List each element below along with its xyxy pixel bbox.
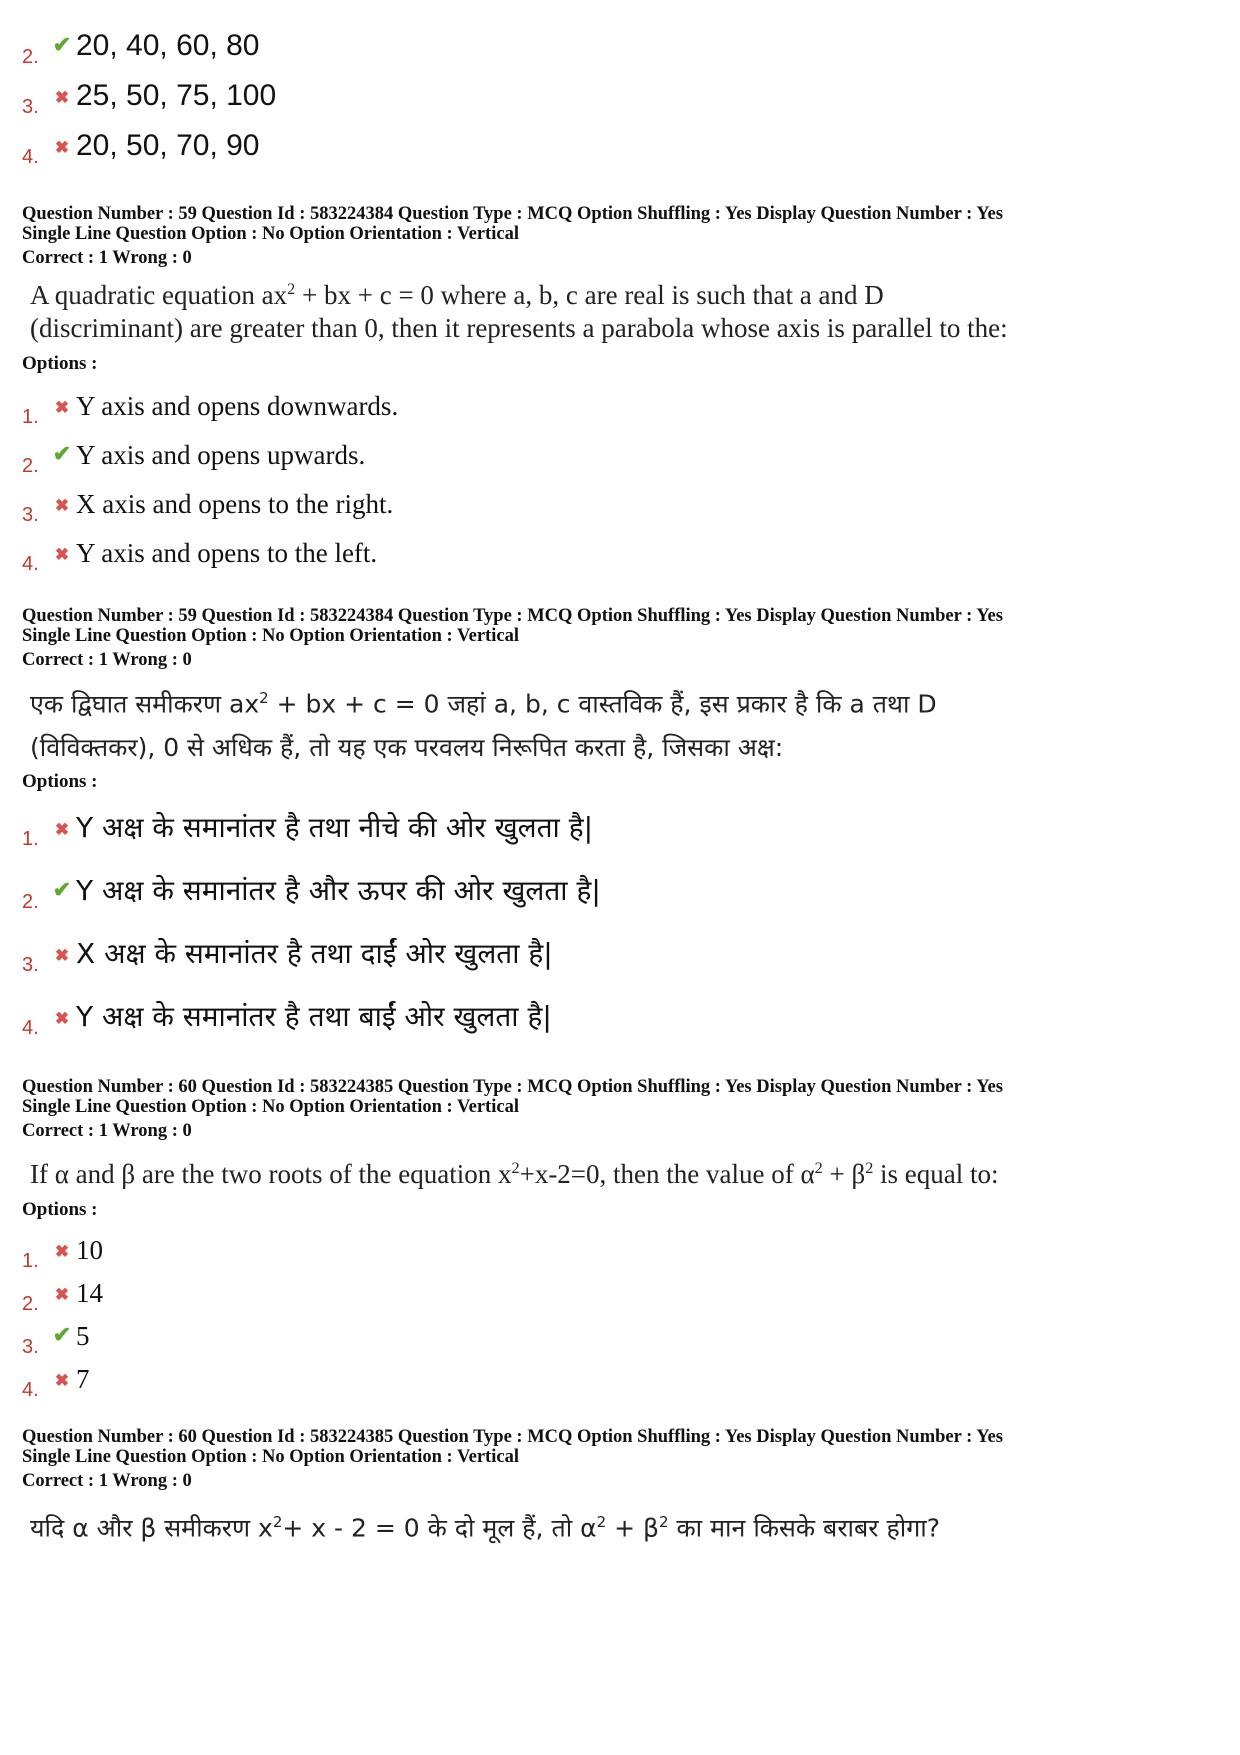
option-text: 14 bbox=[76, 1278, 103, 1308]
option-row bbox=[22, 118, 260, 168]
options-label: Options : bbox=[22, 1199, 98, 1220]
question-text: यदि α और β समीकरण $x^2+ x - 2 = 0$ के दो मूल हैं, तो $\alpha^2 + \beta^2$ का मान किसके बराबर होगा? bbox=[30, 1513, 941, 1543]
check-icon: ✔ bbox=[52, 877, 72, 902]
option-row bbox=[22, 989, 552, 1039]
option-row bbox=[22, 926, 553, 976]
option-text: X अक्ष के समानांतर है तथा दाईं ओर खुलता है| bbox=[76, 937, 553, 970]
option-number: 3. bbox=[22, 96, 39, 118]
option-row bbox=[22, 800, 594, 850]
question-meta-line: Question Number : 59 Question Id : 583224384 Question Type : MCQ Option Shuffling : Yes Display Question Number : Yes bbox=[22, 204, 1003, 224]
option-row bbox=[22, 378, 399, 428]
question-meta bbox=[22, 1427, 1003, 1467]
question-meta-line: Single Line Question Option : No Option Orientation : Vertical bbox=[22, 224, 519, 244]
option-text: Y axis and opens to the left. bbox=[76, 538, 378, 568]
options-label: Options : bbox=[22, 353, 98, 374]
option-number: 4. bbox=[22, 1379, 39, 1401]
option-text: Y axis and opens downwards. bbox=[76, 391, 399, 421]
option-text: 20, 40, 60, 80 bbox=[76, 29, 260, 62]
option-number: 3. bbox=[22, 504, 39, 526]
option-row bbox=[22, 1222, 103, 1272]
option-number: 1. bbox=[22, 406, 39, 428]
check-icon: ✔ bbox=[52, 441, 72, 466]
option-number: 4. bbox=[22, 146, 39, 168]
cross-icon: ✖ bbox=[54, 398, 70, 417]
cross-icon: ✖ bbox=[54, 1371, 70, 1390]
option-text: Y अक्ष के समानांतर है तथा नीचे की ओर खुलता है| bbox=[76, 811, 594, 844]
option-text: Y अक्ष के समानांतर है और ऊपर की ओर खुलता है| bbox=[76, 874, 601, 907]
option-number: 2. bbox=[22, 891, 39, 913]
correct-wrong-line: Correct : 1 Wrong : 0 bbox=[22, 1471, 192, 1491]
question-meta-line: Single Line Question Option : No Option Orientation : Vertical bbox=[22, 1447, 519, 1467]
question-meta-line: Single Line Question Option : No Option Orientation : Vertical bbox=[22, 626, 519, 646]
option-number: 3. bbox=[22, 1336, 39, 1358]
option-number: 4. bbox=[22, 1017, 39, 1039]
question-meta-line: Single Line Question Option : No Option Orientation : Vertical bbox=[22, 1097, 519, 1117]
cross-icon: ✖ bbox=[54, 1009, 70, 1028]
option-row bbox=[22, 525, 378, 575]
option-text: 20, 50, 70, 90 bbox=[76, 129, 260, 162]
option-text: 10 bbox=[76, 1235, 103, 1265]
question-text: If α and β are the two roots of the equation $x^2+x-2=0$, then the value of $\alpha^2 + \beta^2$ is equal to: bbox=[30, 1159, 999, 1189]
cross-icon: ✖ bbox=[54, 1242, 70, 1261]
option-number: 2. bbox=[22, 455, 39, 477]
cross-icon: ✖ bbox=[54, 820, 70, 839]
option-row bbox=[22, 476, 394, 526]
option-number: 2. bbox=[22, 46, 39, 68]
option-number: 1. bbox=[22, 1250, 39, 1272]
correct-wrong-line: Correct : 1 Wrong : 0 bbox=[22, 1121, 192, 1141]
option-text: 25, 50, 75, 100 bbox=[76, 79, 277, 112]
option-number: 1. bbox=[22, 828, 39, 850]
options-label: Options : bbox=[22, 771, 98, 792]
cross-icon: ✖ bbox=[54, 545, 70, 564]
cross-icon: ✖ bbox=[54, 1285, 70, 1304]
option-number: 4. bbox=[22, 553, 39, 575]
option-text: 7 bbox=[76, 1364, 90, 1394]
question-meta bbox=[22, 1077, 1003, 1117]
option-text: Y axis and opens upwards. bbox=[76, 440, 366, 470]
option-row bbox=[22, 1351, 90, 1401]
correct-wrong-line: Correct : 1 Wrong : 0 bbox=[22, 248, 192, 268]
option-text: Y अक्ष के समानांतर है तथा बाईं ओर खुलता है| bbox=[76, 1000, 552, 1033]
correct-wrong-line: Correct : 1 Wrong : 0 bbox=[22, 650, 192, 670]
option-row bbox=[22, 18, 260, 68]
option-row bbox=[22, 68, 277, 118]
check-icon: ✔ bbox=[52, 32, 72, 57]
cross-icon: ✖ bbox=[54, 496, 70, 515]
option-row bbox=[22, 427, 366, 477]
cross-icon: ✖ bbox=[54, 138, 70, 157]
option-row bbox=[22, 1265, 103, 1315]
question-text: A quadratic equation $ax^2$ + bx + c = 0 where a, b, c are real is such that a and D (discriminant) are greater than 0, then it represents a parabola whose axis is parallel to the: bbox=[30, 280, 1008, 343]
option-row bbox=[22, 863, 601, 913]
option-text: 5 bbox=[76, 1321, 90, 1351]
cross-icon: ✖ bbox=[54, 946, 70, 965]
check-icon: ✔ bbox=[52, 1322, 72, 1347]
option-number: 3. bbox=[22, 954, 39, 976]
question-meta-line: Question Number : 59 Question Id : 583224384 Question Type : MCQ Option Shuffling : Yes Display Question Number : Yes bbox=[22, 606, 1003, 626]
option-text: X axis and opens to the right. bbox=[76, 489, 394, 519]
cross-icon: ✖ bbox=[54, 88, 70, 107]
question-meta-line: Question Number : 60 Question Id : 583224385 Question Type : MCQ Option Shuffling : Yes Display Question Number : Yes bbox=[22, 1427, 1003, 1447]
question-meta bbox=[22, 204, 1003, 244]
option-row bbox=[22, 1308, 90, 1358]
option-number: 2. bbox=[22, 1293, 39, 1315]
question-meta bbox=[22, 606, 1003, 646]
question-text: एक द्विघात समीकरण $ax^2$ + bx + c = 0 जहां a, b, c वास्तविक हैं, इस प्रकार है कि a तथा D (विविक्तकर), 0 से अधिक हैं, तो यह एक परवलय निरूपित करता है, जिसका अक्ष: bbox=[30, 689, 937, 763]
question-meta-line: Question Number : 60 Question Id : 583224385 Question Type : MCQ Option Shuffling : Yes Display Question Number : Yes bbox=[22, 1077, 1003, 1097]
